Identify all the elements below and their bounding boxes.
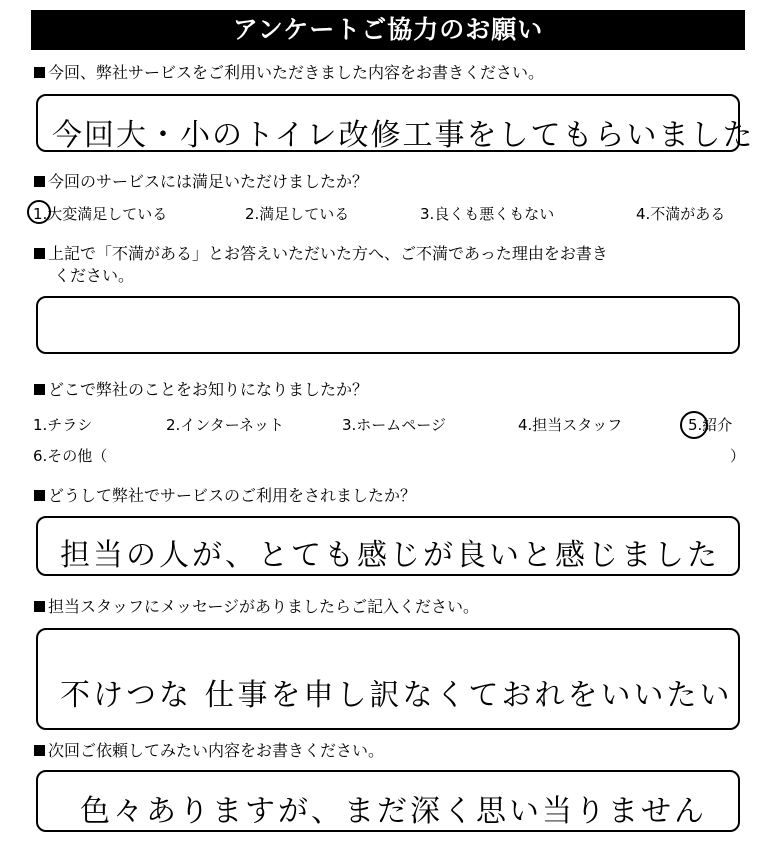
- found-option-1[interactable]: 1.チラシ: [33, 416, 93, 434]
- satisfaction-option-4[interactable]: 4.不満がある: [636, 205, 726, 223]
- bullet-square-icon: [34, 490, 45, 501]
- found-option-6-label[interactable]: 6.その他（: [33, 447, 108, 465]
- satisfaction-option-3[interactable]: 3.良くも悪くもない: [420, 205, 555, 223]
- bullet-square-icon: [34, 601, 45, 612]
- answer-box-dissatisfaction-reason[interactable]: [36, 296, 740, 354]
- satisfaction-option-2[interactable]: 2.満足している: [245, 205, 350, 223]
- handwritten-answer-message-to-staff: 不けつな 仕事を申し訳なくておれをいいたい: [60, 678, 733, 713]
- satisfaction-option-1[interactable]: 1.大変満足している: [33, 205, 168, 223]
- found-option-3[interactable]: 3.ホームページ: [342, 416, 447, 434]
- bullet-square-icon: [34, 384, 45, 395]
- handwritten-answer-service-content: 今回大・小のトイレ改修工事をしてもらいました: [52, 118, 755, 153]
- question-next-request: 次回ご依頼してみたい内容をお書きください。: [34, 741, 384, 761]
- bullet-square-icon: [34, 176, 45, 187]
- handwritten-answer-next-request: 色々ありますが、まだ深く思い当りません: [80, 794, 707, 829]
- bullet-square-icon: [34, 745, 45, 756]
- found-option-5[interactable]: 5.紹介: [688, 416, 733, 434]
- found-option-6-close: ）: [730, 447, 746, 465]
- question-how-found: どこで弊社のことをお知りになりましたか？: [34, 380, 368, 400]
- question-dissatisfaction-reason-line2: ください。: [54, 266, 135, 285]
- question-satisfaction: 今回のサービスには満足いただけましたか？: [34, 172, 368, 192]
- page-title: アンケートご協力のお願い: [31, 10, 745, 50]
- question-service-content: 今回、弊社サービスをご利用いただきました内容をお書きください。: [34, 63, 544, 83]
- found-option-4[interactable]: 4.担当スタッフ: [518, 416, 623, 434]
- bullet-square-icon: [34, 248, 45, 259]
- question-message-to-staff: 担当スタッフにメッセージがありましたらご記入ください。: [34, 597, 479, 617]
- question-why-chose: どうして弊社でサービスのご利用をされましたか？: [34, 486, 416, 506]
- question-dissatisfaction-reason: 上記で「不満がある」とお答えいただいた方へ、ご不満であった理由をお書き: [34, 244, 608, 264]
- handwritten-answer-why-chose: 担当の人が、とても感じが良いと感じました: [60, 538, 720, 573]
- bullet-square-icon: [34, 67, 45, 78]
- found-option-2[interactable]: 2.インターネット: [166, 416, 284, 434]
